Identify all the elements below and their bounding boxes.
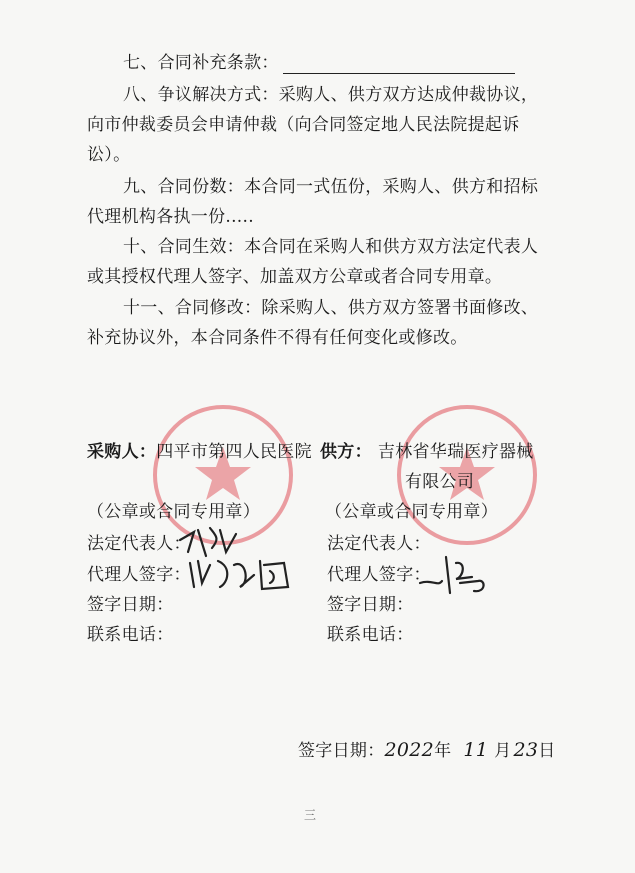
supplement-blank [283, 55, 515, 74]
clause-7-text: 七、合同补充条款： [123, 53, 279, 73]
clause-11-line1: 十一、合同修改：除采购人、供方双方签署书面修改、 [123, 298, 539, 318]
clause-10-line1: 十、合同生效：本合同在采购人和供方双方法定代表人 [123, 237, 539, 257]
supplier-seal-note: （公章或合同专用章） [325, 502, 498, 522]
footer-year-unit: 年 [434, 741, 452, 761]
supplier-sign-date: 签字日期： [327, 595, 414, 615]
purchaser-label: 采购人： [87, 442, 157, 462]
clause-9-line2: 代理机构各执一份..... [87, 207, 254, 227]
purchaser-agent-signature [184, 553, 304, 595]
footer-year: 2022 [384, 739, 435, 761]
clause-8-line2: 向市仲裁委员会申请仲裁（向合同签定地人民法院提起诉 [87, 115, 520, 135]
clause-8-line1: 八、争议解决方式：采购人、供方双方达成仲裁协议， [123, 85, 539, 105]
purchaser-seal-note: （公章或合同专用章） [87, 502, 260, 522]
supplier-header [320, 441, 534, 463]
purchaser-phone: 联系电话： [87, 625, 174, 645]
supplier-phone: 联系电话： [327, 625, 414, 645]
supplier-agent-signature [416, 553, 496, 597]
clause-11-line2: 补充协议外，本合同条件不得有任何变化或修改。 [87, 328, 468, 348]
supplier-legal-rep: 法定代表人： [327, 534, 431, 554]
footer-date [298, 739, 556, 762]
clause-9-line1: 九、合同份数：本合同一式伍份，采购人、供方和招标 [123, 177, 539, 197]
purchaser-name: 四平市第四人民医院 [156, 442, 312, 462]
footer-date-label: 签字日期： [298, 741, 385, 761]
footer-day: 23 [513, 739, 539, 761]
supplier-agent-sign: 代理人签字： [327, 565, 431, 585]
footer-month-unit: 月 [494, 741, 512, 761]
purchaser-agent-sign: 代理人签字： [87, 565, 191, 585]
purchaser-sign-date: 签字日期： [87, 595, 174, 615]
page-number: 三 [304, 808, 317, 822]
purchaser-legal-rep: 法定代表人： [87, 534, 191, 554]
supplier-name-line1: 吉林省华瑞医疗器械 [377, 442, 534, 462]
clause-10-line2: 或其授权代理人签字、加盖双方公章或者合同专用章。 [87, 267, 503, 287]
supplier-label: 供方： [320, 442, 372, 462]
footer-day-unit: 日 [538, 741, 556, 761]
supplier-name-line2: 有限公司 [405, 472, 475, 492]
footer-month: 11 [463, 739, 489, 761]
clause-7 [123, 52, 515, 74]
clause-8-line3: 讼）。 [87, 145, 131, 165]
purchaser-header [87, 441, 312, 463]
